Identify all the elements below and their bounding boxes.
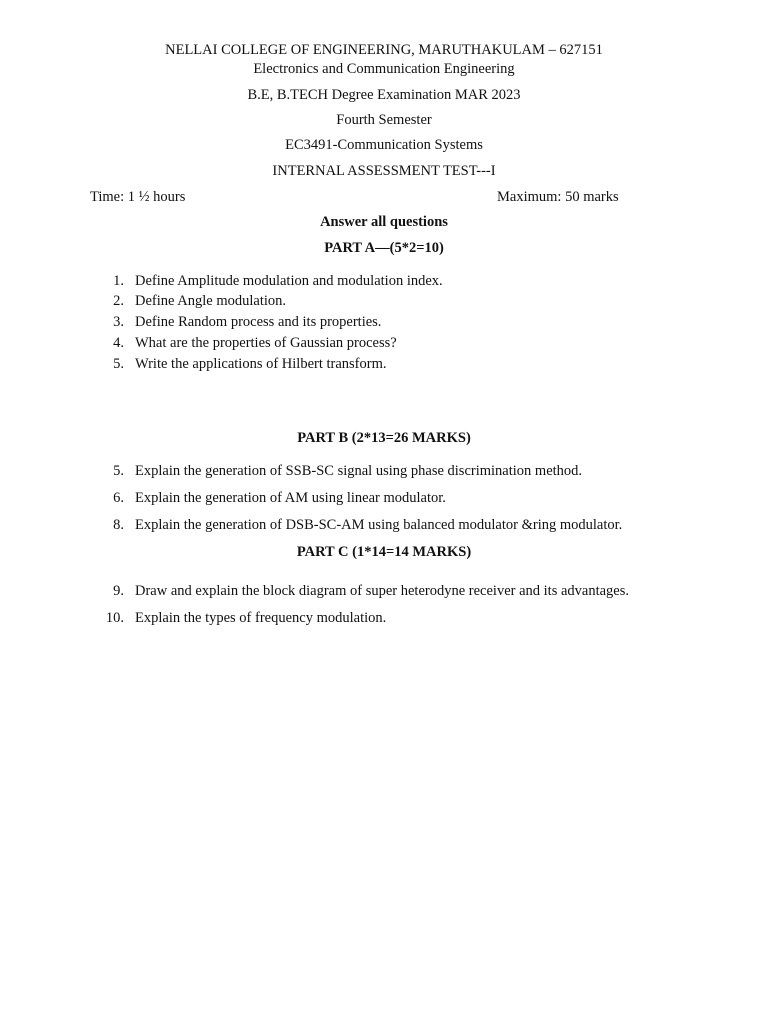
question-number: 2. — [113, 293, 124, 309]
question-number: 3. — [113, 314, 124, 330]
question-text: What are the properties of Gaussian process? — [135, 335, 397, 351]
college-name: NELLAI COLLEGE OF ENGINEERING, MARUTHAKULAM – 627151 — [165, 42, 603, 58]
question-text: Define Random process and its properties. — [135, 314, 382, 330]
part-a-title: PART A—(5*2=10) — [324, 240, 444, 256]
question-text: Define Angle modulation. — [135, 293, 287, 309]
question-number: 5. — [113, 356, 124, 372]
instruction: Answer all questions — [320, 214, 448, 230]
part-c-title: PART C (1*14=14 MARKS) — [296, 544, 472, 560]
question-text: Define Amplitude modulation and modulation index. — [135, 273, 443, 289]
question-number: 1. — [113, 273, 124, 289]
question-number: 5. — [113, 463, 124, 479]
question-text: Draw and explain the block diagram of super heterodyne receiver and its advantages. — [135, 583, 630, 599]
subject: EC3491-Communication Systems — [285, 137, 483, 153]
question-text: Write the applications of Hilbert transform. — [135, 356, 387, 372]
question-number: 10. — [105, 610, 124, 626]
question-number: 8. — [113, 517, 124, 533]
question-text: Explain the generation of SSB-SC signal using phase discrimination method. — [135, 463, 583, 479]
question-text: Explain the generation of DSB-SC-AM using balanced modulator &ring modulator. — [135, 517, 623, 533]
department: Electronics and Communication Engineering — [253, 61, 515, 77]
semester: Fourth Semester — [336, 112, 432, 128]
maximum-marks: Maximum: 50 marks — [497, 189, 619, 205]
question-number: 9. — [113, 583, 124, 599]
question-number: 6. — [113, 490, 124, 506]
question-number: 4. — [113, 335, 124, 351]
question-text: Explain the types of frequency modulation. — [135, 610, 387, 626]
part-b-title: PART B (2*13=26 MARKS) — [297, 430, 471, 446]
exam-title: B.E, B.TECH Degree Examination MAR 2023 — [247, 87, 521, 103]
test-title: INTERNAL ASSESSMENT TEST---I — [272, 163, 496, 179]
time-allowed: Time: 1 ½ hours — [90, 189, 186, 205]
question-text: Explain the generation of AM using linear modulator. — [135, 490, 446, 506]
